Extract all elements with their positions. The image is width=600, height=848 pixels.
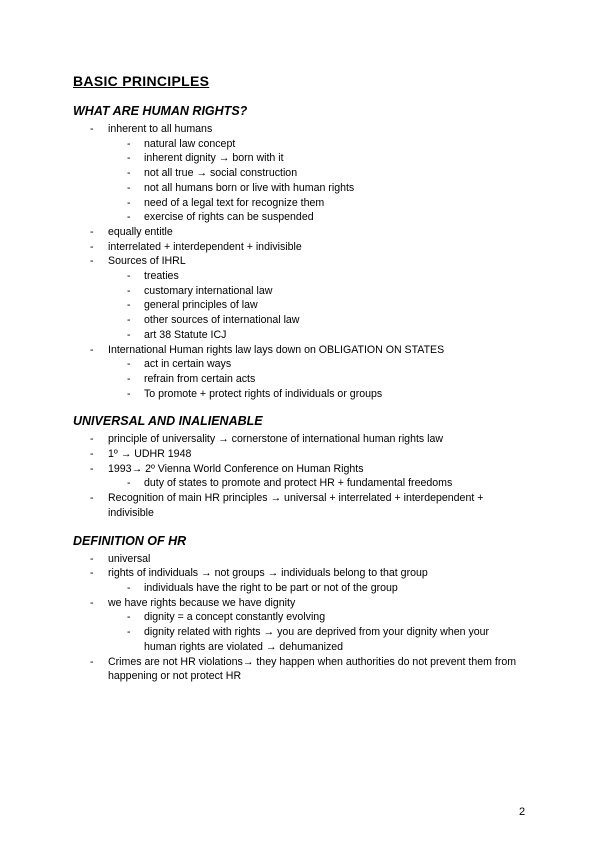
list-item-text: Sources of IHRL [108, 255, 186, 268]
list-item [73, 566, 543, 595]
list-item-text: equally entitle [108, 225, 173, 238]
sub-bullet-list [108, 610, 543, 654]
bullet-dash: - [127, 270, 131, 283]
sub-list-item [73, 476, 543, 491]
list-item-text: Recognition of main HR principles → universal + interrelated + interdependent + indivisible [108, 492, 484, 519]
bullet-dash: - [127, 299, 131, 312]
section-heading: DEFINITION OF HR [73, 533, 187, 548]
list-item-text: 1º → UDHR 1948 [108, 448, 192, 461]
sub-list-item-text: exercise of rights can be suspended [144, 211, 314, 224]
list-item [73, 655, 543, 684]
bullet-dash: - [127, 611, 131, 624]
sub-list-item-text: act in certain ways [144, 358, 232, 371]
sub-list-item [73, 137, 543, 152]
sub-list-item-text: inherent dignity → born with it [144, 152, 284, 165]
bullet-dash: - [90, 492, 94, 505]
bullet-dash: - [90, 567, 94, 580]
list-item [73, 122, 543, 225]
sub-list-item [73, 372, 543, 387]
list-item-text: interrelated + interdependent + indivisible [108, 240, 302, 253]
list-item-text: Crimes are not HR violations→ they happen when authorities do not prevent them from happening or not protect HR [108, 655, 517, 683]
bullet-dash: - [127, 284, 131, 297]
list-item [73, 491, 543, 520]
sub-list-item [73, 328, 543, 343]
bullet-dash: - [90, 462, 94, 475]
sub-list-item-text: natural law concept [144, 137, 236, 150]
sub-list-item [73, 210, 543, 225]
page-title: BASIC PRINCIPLES [73, 73, 210, 89]
sub-bullet-list [108, 269, 543, 343]
list-item [73, 552, 543, 567]
bullet-dash: - [90, 552, 94, 565]
bullet-dash: - [127, 137, 131, 150]
list-item-text: 1993→ 2º Vienna World Conference on Human Rights [108, 462, 364, 475]
bullet-dash: - [90, 448, 94, 461]
sub-list-item-text: dignity related with rights → you are deprived from your dignity when your human rights are violated → dehumanized [144, 626, 490, 653]
sub-list-item [73, 625, 543, 654]
sub-bullet-list [108, 476, 543, 491]
sub-list-item-text: refrain from certain acts [144, 372, 256, 385]
section [73, 104, 543, 401]
bullet-list [73, 432, 543, 520]
bullet-dash: - [90, 655, 94, 668]
sub-list-item-text: not all humans born or live with human rights [144, 181, 355, 194]
bullet-dash: - [127, 167, 131, 180]
bullet-dash: - [127, 477, 131, 490]
sub-list-item [73, 298, 543, 313]
bullet-dash: - [90, 433, 94, 446]
sub-list-item-text: duty of states to promote and protect HR + fundamental freedoms [144, 477, 453, 490]
sub-list-item-text: art 38 Statute ICJ [144, 328, 227, 341]
section [73, 534, 543, 684]
bullet-dash: - [127, 387, 131, 400]
bullet-dash: - [90, 123, 94, 135]
sub-list-item-text: other sources of international law [144, 314, 300, 327]
sub-list-item [73, 284, 543, 299]
sub-list-item-text: not all true → social construction [144, 167, 298, 180]
list-item [73, 432, 543, 447]
sub-list-item [73, 151, 543, 166]
list-item [73, 343, 543, 402]
sub-list-item [73, 196, 543, 211]
bullet-dash: - [127, 328, 131, 341]
list-item-text: principle of universality → cornerstone of international human rights law [108, 433, 444, 446]
bullet-dash: - [90, 225, 94, 238]
bullet-dash: - [127, 358, 131, 371]
bullet-dash: - [127, 581, 131, 594]
bullet-dash: - [90, 596, 94, 609]
sub-bullet-list [108, 581, 543, 596]
list-item-text: rights of individuals → not groups → individuals belong to that group [108, 567, 428, 580]
sub-list-item-text: general principles of law [144, 299, 258, 312]
sub-list-item [73, 581, 543, 596]
section [73, 414, 543, 520]
list-item [73, 254, 543, 342]
sub-list-item-text: individuals have the right to be part or not of the group [144, 581, 398, 594]
list-item [73, 462, 543, 491]
sub-list-item-text: dignity = a concept constantly evolving [144, 611, 326, 624]
bullet-dash: - [127, 181, 131, 194]
list-item-text: universal [108, 552, 151, 565]
bullet-dash: - [127, 314, 131, 327]
bullet-dash: - [90, 240, 94, 253]
bullet-dash: - [127, 626, 131, 639]
document-body [73, 104, 543, 697]
sub-list-item [73, 269, 543, 284]
list-item-text: International Human rights law lays down on OBLIGATION ON STATES [108, 343, 445, 356]
sub-list-item [73, 387, 543, 402]
page-number: 2 [519, 806, 526, 818]
bullet-dash: - [127, 196, 131, 209]
sub-list-item [73, 610, 543, 625]
sub-list-item [73, 181, 543, 196]
sub-list-item-text: treaties [144, 270, 179, 283]
sub-list-item [73, 313, 543, 328]
bullet-list [73, 122, 543, 401]
sub-list-item-text: To promote + protect rights of individuals or groups [144, 387, 383, 400]
sub-list-item-text: customary international law [144, 284, 273, 297]
bullet-dash: - [127, 372, 131, 385]
sub-list-item [73, 166, 543, 181]
bullet-list [73, 552, 543, 684]
sub-list-item [73, 357, 543, 372]
bullet-dash: - [90, 255, 94, 268]
bullet-dash: - [127, 211, 131, 224]
sub-bullet-list [108, 357, 543, 401]
bullet-dash: - [90, 343, 94, 356]
list-item-text: inherent to all humans [108, 123, 213, 135]
list-item-text: we have rights because we have dignity [108, 596, 296, 609]
section-heading: WHAT ARE HUMAN RIGHTS? [73, 104, 248, 118]
list-item [73, 447, 543, 462]
sub-bullet-list [108, 137, 543, 225]
list-item [73, 596, 543, 655]
section-heading: UNIVERSAL AND INALIENABLE [73, 414, 263, 429]
list-item [73, 225, 543, 240]
sub-list-item-text: need of a legal text for recognize them [144, 196, 325, 209]
list-item [73, 240, 543, 255]
bullet-dash: - [127, 152, 131, 165]
